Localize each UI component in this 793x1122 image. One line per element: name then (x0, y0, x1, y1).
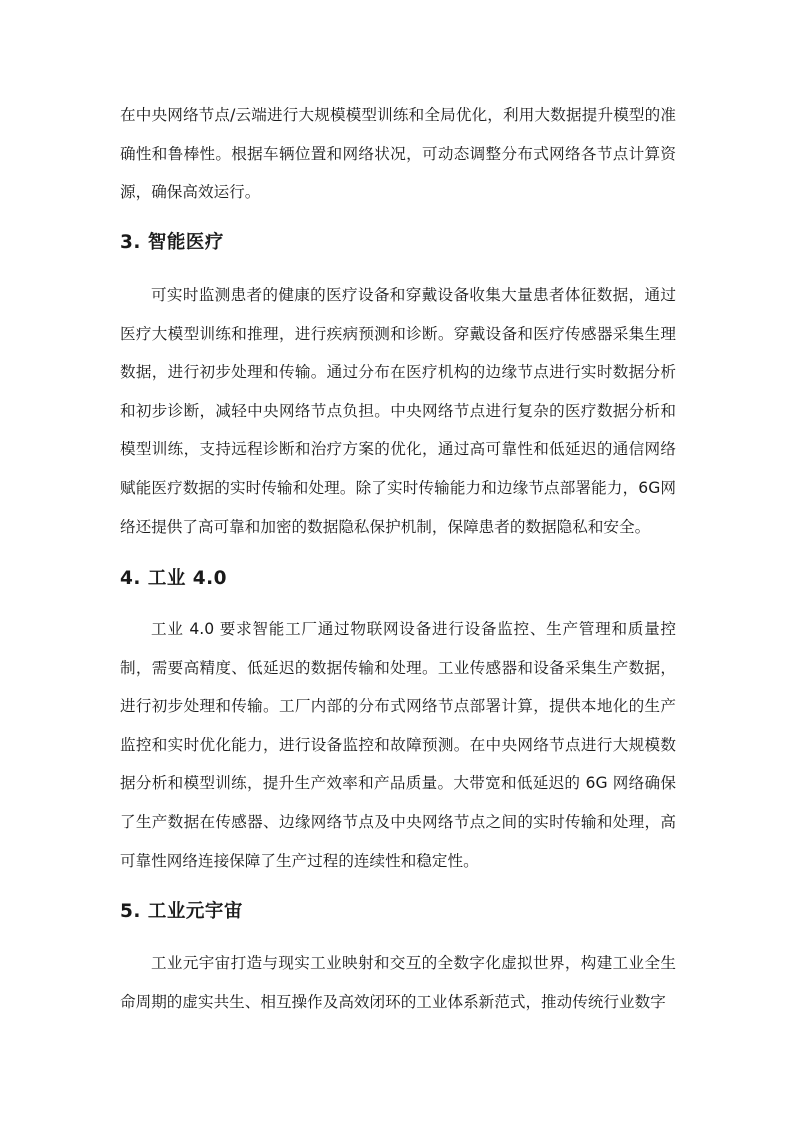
section-heading-industry-4: 4. 工业 4.0 (120, 568, 228, 589)
section-heading-smart-healthcare: 3. 智能医疗 (120, 232, 224, 253)
section-paragraph-smart-healthcare: 可实时监测患者的健康的医疗设备和穿戴设备收集大量患者体征数据，通过医疗大模型训练和推理，进行疾病预测和诊断。穿戴设备和医疗传感器采集生理数据，进行初步处理和传输。通过分布在医疗机构的边缘节点进行实时数据分析和初步诊断，减轻中央网络节点负担。中央网络节点进行复杂的医疗数据分析和模型训练，支持远程诊断和治疗方案的优化，通过高可靠性和低延迟的通信网络赋能医疗数据的实时传输和处理。除了实时传输能力和边缘节点部署能力，6G网络还提供了高可靠和加密的数据隐私保护机制，保障患者的数据隐私和安全。 (120, 286, 676, 536)
section-paragraph-industrial-metaverse: 工业元宇宙打造与现实工业映射和交互的全数字化虚拟世界，构建工业全生命周期的虚实共生、相互操作及高效闭环的工业体系新范式，推动传统行业数字 (120, 954, 676, 1011)
section-paragraph-industry-4: 工业 4.0 要求智能工厂通过物联网设备进行设备监控、生产管理和质量控制，需要高精度、低延迟的数据传输和处理。工业传感器和设备采集生产数据，进行初步处理和传输。工厂内部的分布式网络节点部署计算，提供本地化的生产监控和实时优化能力，进行设备监控和故障预测。在中央网络节点进行大规模数据分析和模型训练，提升生产效率和产品质量。大带宽和低延迟的 6G 网络确保了生产数据在传感器、边缘网络节点及中央网络节点之间的实时传输和处理，高可靠性网络连接保障了生产过程的连续性和稳定性。 (120, 620, 676, 870)
intro-paragraph: 在中央网络节点/云端进行大规模模型训练和全局优化，利用大数据提升模型的准确性和鲁棒性。根据车辆位置和网络状况，可动态调整分布式网络各节点计算资源，确保高效运行。 (120, 106, 676, 202)
section-heading-industrial-metaverse: 5. 工业元宇宙 (120, 901, 243, 922)
